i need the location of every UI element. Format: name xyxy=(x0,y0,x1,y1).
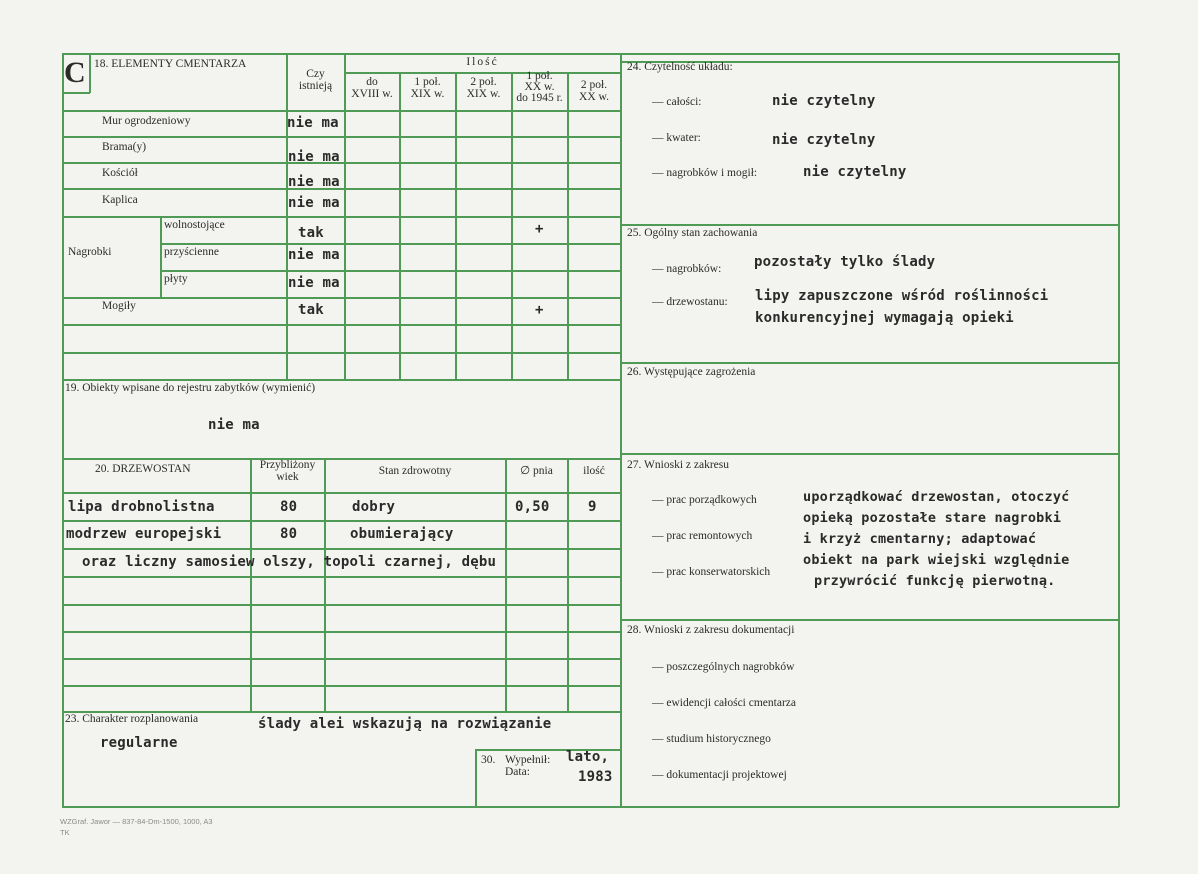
s27-title: 27. Wnioski z zakresu xyxy=(627,459,729,471)
s27-line: i krzyż cmentarny; adaptować xyxy=(803,531,1037,547)
s23-line2: regularne xyxy=(100,735,178,751)
value-kaplica: nie ma xyxy=(288,195,340,211)
s24-label: — kwater: xyxy=(652,132,701,144)
s23-line1: ślady alei wskazują na rozwiązanie xyxy=(258,716,552,732)
s25-drzewostanu-line: konkurencyjnej wymagają opieki xyxy=(755,310,1014,326)
tree-health: dobry xyxy=(352,499,396,515)
row-label-kosciol: Kościół xyxy=(102,167,138,179)
row-label-mogily: Mogiły xyxy=(102,300,136,312)
s25-title: 25. Ogólny stan zachowania xyxy=(627,227,758,239)
tree-age: 80 xyxy=(280,526,298,542)
tree-extra: oraz liczny samosiew olszy, topoli czarnej, dębu xyxy=(82,554,497,570)
frame-center xyxy=(620,53,622,807)
s27-line: obiekt na park wiejski względnie xyxy=(803,552,1070,568)
s30-filled-label: Wypełnił: xyxy=(505,754,551,766)
value-plyty: nie ma xyxy=(288,275,340,291)
s20-col-age: Przybliżony wiek xyxy=(259,459,316,483)
s30-title: 30. xyxy=(481,754,496,766)
s27-label: — prac remontowych xyxy=(652,530,753,542)
row-label-przyscienne: przyścienne xyxy=(164,246,219,258)
s24-value: nie czytelny xyxy=(803,164,907,180)
s23-title: 23. Charakter rozplanowania xyxy=(65,713,199,725)
value-mur: nie ma xyxy=(287,115,339,131)
row-label-kaplica: Kaplica xyxy=(102,194,138,206)
tree-age: 80 xyxy=(280,499,298,515)
s25-nagrobkow-label: — nagrobków: xyxy=(652,263,722,275)
print-info: WZGraf. Jawor — 837-84-Dm-1500, 1000, A3 xyxy=(60,817,213,826)
tree-name: modrzew europejski xyxy=(66,526,222,542)
s28-item: — dokumentacji projektowej xyxy=(652,769,787,781)
period-header: 2 poł. XX w. xyxy=(579,79,609,103)
value-brama: nie ma xyxy=(288,149,340,165)
s19-value: nie ma xyxy=(208,417,260,433)
s18-col-exists: Czy istnieją xyxy=(298,68,333,92)
s27-line: uporządkować drzewostan, otoczyć xyxy=(803,489,1070,505)
s27-label: — prac konserwatorskich xyxy=(652,566,771,578)
s30-date-label: Data: xyxy=(505,766,530,778)
value-wolnostojace: tak xyxy=(298,225,324,241)
s30-date-value: 1983 xyxy=(578,769,613,785)
s18-title: 18. ELEMENTY CMENTARZA xyxy=(94,58,247,70)
s27-line: przywrócić funkcję pierwotną. xyxy=(814,573,1056,589)
s24-label: — nagrobków i mogił: xyxy=(652,167,758,179)
period-header: 2 poł. XIX w. xyxy=(466,76,501,100)
tree-trunk: 0,50 xyxy=(515,499,550,515)
s20-col-trunk: ∅ pnia xyxy=(520,465,553,477)
s24-label: — całości: xyxy=(652,96,702,108)
s20-col-count: ilość xyxy=(583,465,605,477)
section-letter: C xyxy=(64,56,86,89)
tree-count: 9 xyxy=(588,499,597,515)
s24-value: nie czytelny xyxy=(772,132,876,148)
s20-col-health: Stan zdrowotny xyxy=(378,465,452,477)
row-label-brama: Brama(y) xyxy=(102,141,147,153)
value-mogily: tak xyxy=(298,302,324,318)
s20-title: 20. DRZEWOSTAN xyxy=(95,463,191,475)
s28-item: — studium historycznego xyxy=(652,733,771,745)
print-code: TK xyxy=(60,828,70,837)
period-header: 1 poł. XIX w. xyxy=(410,76,445,100)
s25-nagrobkow-value: pozostały tylko ślady xyxy=(754,254,936,270)
s28-item: — ewidencji całości cmentarza xyxy=(652,697,796,709)
s27-line: opieką pozostałe stare nagrobki xyxy=(803,510,1062,526)
value-przyscienne: nie ma xyxy=(288,247,340,263)
row-label-mur: Mur ogrodzeniowy xyxy=(102,115,191,127)
s30-filled-value: lato, xyxy=(566,749,610,765)
s28-title: 28. Wnioski z zakresu dokumentacji xyxy=(627,624,795,636)
s19-title: 19. Obiekty wpisane do rejestru zabytków (wymienić) xyxy=(65,382,316,394)
frame-right xyxy=(1118,53,1120,807)
frame-top xyxy=(62,53,1119,55)
s28-item: — poszczególnych nagrobków xyxy=(652,661,795,673)
s24-title: 24. Czytelność układu: xyxy=(627,61,733,73)
s26-title: 26. Występujące zagrożenia xyxy=(627,366,756,378)
s25-drzewostanu-label: — drzewostanu: xyxy=(652,296,728,308)
period-header: do XVIII w. xyxy=(351,76,393,100)
mark-mogily: + xyxy=(535,302,544,318)
s27-label: — prac porządkowych xyxy=(652,494,757,506)
row-label-nagrobki: Nagrobki xyxy=(68,246,112,258)
row-label-wolnostojace: wolnostojące xyxy=(164,219,225,231)
s18-col-quantity: Ilość xyxy=(466,56,499,68)
period-header: 1 poł. XX w. do 1945 r. xyxy=(516,70,563,104)
s25-drzewostanu-line: lipy zapuszczone wśród roślinności xyxy=(755,288,1049,304)
row-label-plyty: płyty xyxy=(164,273,188,285)
frame-left xyxy=(62,53,64,807)
value-kosciol: nie ma xyxy=(288,174,340,190)
tree-name: lipa drobnolistna xyxy=(68,499,215,515)
tree-health: obumierający xyxy=(350,526,454,542)
frame-bottom xyxy=(62,806,1119,808)
mark-wolnostojace: + xyxy=(535,221,544,237)
s24-value: nie czytelny xyxy=(772,93,876,109)
